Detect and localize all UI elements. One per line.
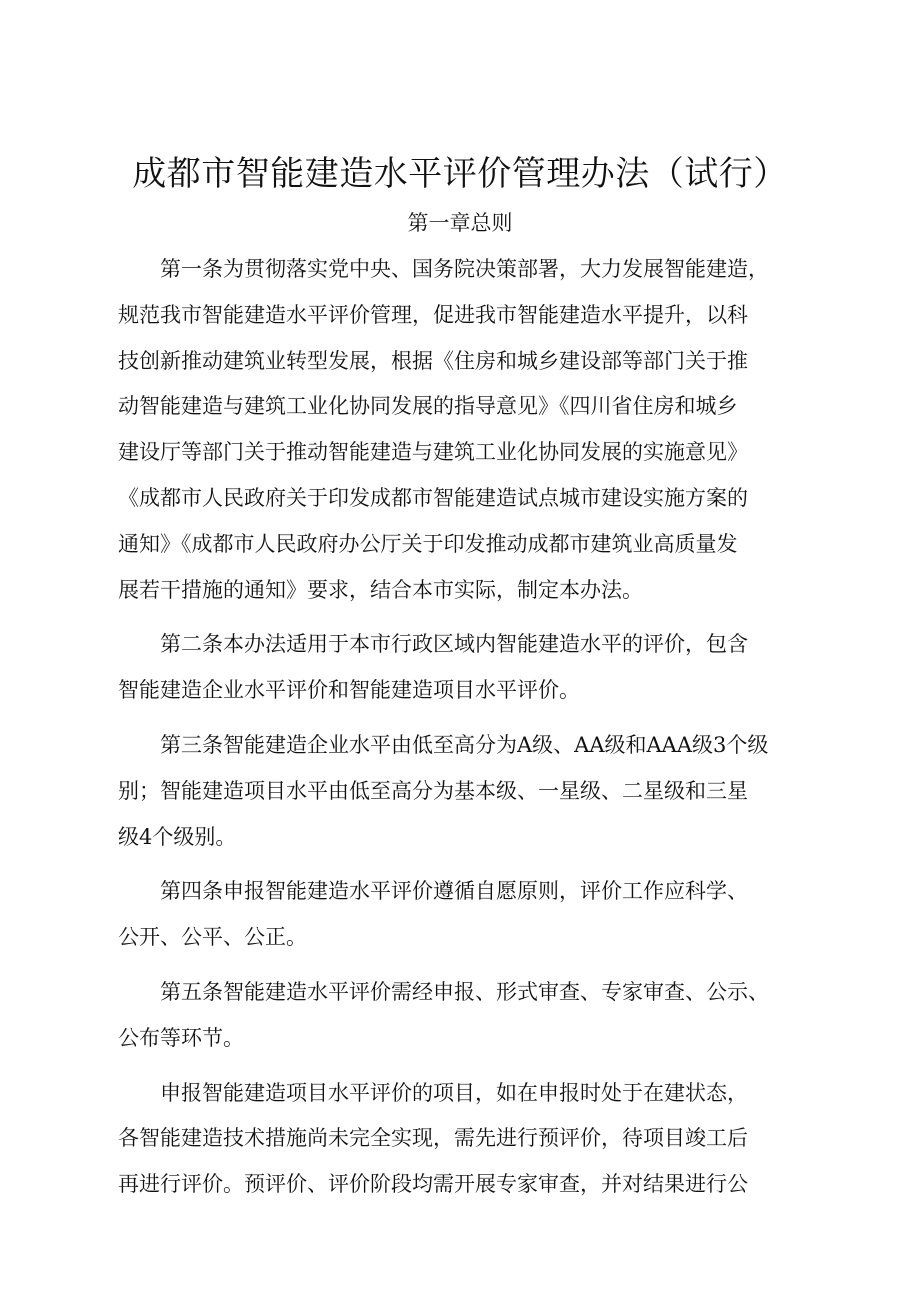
paragraph-article-2	[118, 622, 808, 714]
text-line: 别；智能建造项目水平由低至高分为基本级、一星级、二星级和三星	[118, 778, 748, 803]
paragraph-article-3	[118, 723, 808, 860]
text-line: 各智能建造技术措施尚未完全实现，需先进行预评价，待项目竣工后	[118, 1126, 748, 1151]
text-line: 第四条申报智能建造水平评价遵循自愿原则，评价工作应科学、	[160, 879, 748, 904]
text-line: 再进行评价。预评价、评价阶段均需开展专家审查，并对结果进行公	[118, 1172, 748, 1197]
paragraph-article-4	[118, 869, 808, 961]
paragraph-article-5	[118, 970, 808, 1062]
paragraph-project-evaluation	[118, 1071, 808, 1208]
paragraph-spacer	[118, 961, 808, 970]
text-line: 技创新推动建筑业转型发展，根据《住房和城乡建设部等部门关于推	[118, 348, 748, 373]
text-line: 第一条为贯彻落实党中央、国务院决策部署，大力发展智能建造，	[160, 257, 769, 281]
chapter-heading: 第一章总则	[407, 211, 513, 235]
text-line: 级4个级别。	[118, 824, 237, 849]
text-line: 申报智能建造项目水平评价的项目，如在申报时处于在建状态，	[160, 1080, 748, 1105]
text-line: 公开、公平、公正。	[118, 925, 307, 950]
paragraph-spacer	[118, 1062, 808, 1071]
text-line: 动智能建造与建筑工业化协同发展的指导意见》《四川省住房和城乡	[118, 394, 738, 419]
text-line: 规范我市智能建造水平评价管理，促进我市智能建造水平提升，以科	[118, 302, 748, 327]
document-body	[118, 247, 808, 1208]
document-title: 成都市智能建造水平评价管理办法（试行）	[132, 154, 788, 194]
paragraph-spacer	[118, 860, 808, 869]
text-line: 第五条智能建造水平评价需经申报、形式审查、专家审查、公示、	[160, 979, 769, 1004]
paragraph-spacer	[118, 714, 808, 723]
text-line: 公布等环节。	[118, 1025, 244, 1050]
text-line: 建设厅等部门关于推动智能建造与建筑工业化协同发展的实施意见》	[118, 440, 748, 465]
paragraph-article-1	[118, 247, 808, 613]
text-line: 第二条本办法适用于本市行政区域内智能建造水平的评价，包含	[160, 632, 748, 657]
text-line: 通知》《成都市人民政府办公厅关于印发推动成都市建筑业高质量发	[118, 531, 738, 556]
text-line: 第三条智能建造企业水平由低至高分为A级、AA级和AAA级3个级	[160, 732, 769, 757]
text-line: 智能建造企业水平评价和智能建造项目水平评价。	[118, 678, 580, 703]
text-line: 展若干措施的通知》要求，结合本市实际，制定本办法。	[118, 577, 643, 602]
paragraph-spacer	[118, 613, 808, 622]
text-line: 《成都市人民政府关于印发成都市智能建造试点城市建设实施方案的	[118, 485, 748, 510]
